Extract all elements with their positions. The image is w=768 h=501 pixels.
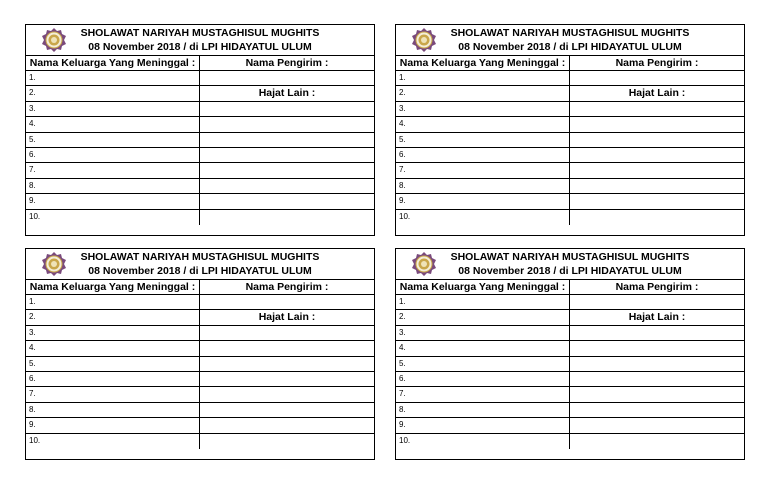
sender-field[interactable]	[200, 434, 374, 449]
sender-field[interactable]	[200, 357, 374, 371]
entry-row	[396, 133, 744, 148]
event-title: SHOLAWAT NARIYAH MUSTAGHISUL MUGHITS	[450, 27, 690, 39]
row-number[interactable]: 8.	[26, 179, 200, 193]
entry-row	[26, 403, 374, 418]
other-intention-label[interactable]: Hajat Lain :	[628, 311, 686, 324]
sender-field[interactable]	[200, 387, 374, 401]
row-number[interactable]: 1.	[26, 71, 200, 85]
sender-field[interactable]	[570, 210, 744, 225]
entry-row	[396, 387, 744, 402]
row-number[interactable]: 10.	[396, 210, 570, 225]
sender-field[interactable]	[570, 148, 744, 162]
entry-row	[396, 148, 744, 163]
sender-field[interactable]	[200, 403, 374, 417]
sender-field[interactable]	[570, 418, 744, 432]
card-header	[396, 249, 744, 280]
sender-field[interactable]	[570, 326, 744, 340]
deceased-family-header: Nama Keluarga Yang Meninggal :	[26, 280, 200, 294]
row-number[interactable]: 10.	[396, 434, 570, 449]
sender-field[interactable]	[200, 117, 374, 131]
sender-field[interactable]	[570, 117, 744, 131]
entry-row	[396, 357, 744, 372]
entry-row	[26, 326, 374, 341]
entry-row	[26, 194, 374, 209]
row-number[interactable]: 4.	[26, 117, 200, 131]
sender-field[interactable]	[570, 194, 744, 208]
row-number[interactable]: 6.	[26, 372, 200, 386]
entry-row	[396, 434, 744, 449]
form-card-top-left	[25, 24, 375, 236]
sender-field[interactable]	[200, 295, 374, 309]
row-number[interactable]: 3.	[396, 102, 570, 116]
entry-row	[26, 163, 374, 178]
column-headers	[396, 56, 744, 71]
sender-field[interactable]	[200, 102, 374, 116]
deceased-family-header: Nama Keluarga Yang Meninggal :	[396, 56, 570, 70]
sender-field[interactable]	[200, 341, 374, 355]
row-number[interactable]: 6.	[26, 148, 200, 162]
entry-row	[26, 86, 374, 101]
row-number[interactable]: 5.	[26, 133, 200, 147]
row-number[interactable]: 2.	[396, 86, 570, 100]
entry-row	[26, 102, 374, 117]
row-number[interactable]: 7.	[396, 387, 570, 401]
entry-row	[26, 310, 374, 325]
row-number[interactable]: 7.	[26, 163, 200, 177]
row-number[interactable]: 2.	[26, 310, 200, 324]
entry-rows	[26, 295, 374, 449]
row-number[interactable]: 9.	[26, 418, 200, 432]
other-intention-label[interactable]: Hajat Lain :	[258, 87, 316, 100]
sender-field[interactable]	[570, 163, 744, 177]
other-intention-label[interactable]: Hajat Lain :	[258, 311, 316, 324]
entry-row	[396, 163, 744, 178]
sender-field[interactable]	[200, 133, 374, 147]
entry-row	[26, 434, 374, 449]
row-number[interactable]: 4.	[396, 117, 570, 131]
sender-field[interactable]	[200, 210, 374, 225]
entry-row	[396, 210, 744, 225]
entry-row	[26, 387, 374, 402]
sender-field[interactable]	[570, 295, 744, 309]
entry-row	[396, 295, 744, 310]
entry-row	[396, 194, 744, 209]
sender-name-header: Nama Pengirim :	[245, 281, 329, 293]
entry-row	[396, 403, 744, 418]
entry-row	[396, 341, 744, 356]
row-number[interactable]: 2.	[26, 86, 200, 100]
row-number[interactable]: 6.	[396, 148, 570, 162]
sender-name-header: Nama Pengirim :	[615, 57, 699, 69]
sender-field[interactable]	[570, 387, 744, 401]
entry-row	[26, 357, 374, 372]
card-header	[26, 249, 374, 280]
entry-row	[396, 418, 744, 433]
other-intention-label[interactable]: Hajat Lain :	[628, 87, 686, 100]
entry-rows	[396, 295, 744, 449]
row-number[interactable]: 8.	[396, 179, 570, 193]
row-number[interactable]: 9.	[396, 418, 570, 432]
sender-field[interactable]	[200, 163, 374, 177]
entry-row	[26, 179, 374, 194]
sender-name-header: Nama Pengirim :	[245, 57, 329, 69]
entry-row	[396, 102, 744, 117]
entry-row	[26, 148, 374, 163]
entry-row	[396, 310, 744, 325]
entry-row	[26, 117, 374, 132]
entry-row	[396, 86, 744, 101]
entry-row	[396, 71, 744, 86]
sender-field[interactable]	[200, 148, 374, 162]
row-number[interactable]: 2.	[396, 310, 570, 324]
sender-field[interactable]	[570, 133, 744, 147]
row-number[interactable]: 10.	[26, 210, 200, 225]
row-number[interactable]: 9.	[26, 194, 200, 208]
column-headers	[26, 280, 374, 295]
entry-row	[396, 179, 744, 194]
row-number[interactable]: 3.	[26, 102, 200, 116]
row-number[interactable]: 3.	[396, 326, 570, 340]
column-headers	[396, 280, 744, 295]
row-number[interactable]: 1.	[26, 295, 200, 309]
event-date-location: 08 November 2018 / di LPI HIDAYATUL ULUM	[458, 41, 682, 53]
sender-field[interactable]	[200, 326, 374, 340]
event-title: SHOLAWAT NARIYAH MUSTAGHISUL MUGHITS	[450, 251, 690, 263]
event-date-location: 08 November 2018 / di LPI HIDAYATUL ULUM	[88, 41, 312, 53]
row-number[interactable]: 4.	[396, 341, 570, 355]
sender-field[interactable]	[200, 372, 374, 386]
row-number[interactable]: 1.	[396, 295, 570, 309]
sender-field[interactable]	[570, 357, 744, 371]
card-header	[26, 25, 374, 56]
sender-field[interactable]	[200, 418, 374, 432]
event-date-location: 08 November 2018 / di LPI HIDAYATUL ULUM	[458, 265, 682, 277]
entry-row	[26, 71, 374, 86]
row-number[interactable]: 10.	[26, 434, 200, 449]
sender-field[interactable]	[570, 434, 744, 449]
row-number[interactable]: 5.	[396, 357, 570, 371]
sender-field[interactable]	[570, 71, 744, 85]
row-number[interactable]: 3.	[26, 326, 200, 340]
sender-field[interactable]	[570, 179, 744, 193]
row-number[interactable]: 7.	[26, 387, 200, 401]
deceased-family-header: Nama Keluarga Yang Meninggal :	[396, 280, 570, 294]
entry-rows	[396, 71, 744, 225]
sender-field[interactable]	[570, 372, 744, 386]
row-number[interactable]: 8.	[396, 403, 570, 417]
entry-row	[26, 133, 374, 148]
form-card-top-right	[395, 24, 745, 236]
sender-field[interactable]	[200, 71, 374, 85]
sender-name-header: Nama Pengirim :	[615, 281, 699, 293]
row-number[interactable]: 9.	[396, 194, 570, 208]
event-title: SHOLAWAT NARIYAH MUSTAGHISUL MUGHITS	[80, 27, 320, 39]
form-card-bottom-right	[395, 248, 745, 460]
entry-row	[396, 372, 744, 387]
column-headers	[26, 56, 374, 71]
event-date-location: 08 November 2018 / di LPI HIDAYATUL ULUM	[88, 265, 312, 277]
row-number[interactable]: 8.	[26, 403, 200, 417]
form-card-bottom-left	[25, 248, 375, 460]
deceased-family-header: Nama Keluarga Yang Meninggal :	[26, 56, 200, 70]
row-number[interactable]: 6.	[396, 372, 570, 386]
sender-field[interactable]	[570, 102, 744, 116]
row-number[interactable]: 5.	[396, 133, 570, 147]
entry-row	[26, 418, 374, 433]
sender-field[interactable]	[570, 341, 744, 355]
row-number[interactable]: 1.	[396, 71, 570, 85]
entry-row	[26, 210, 374, 225]
entry-row	[396, 326, 744, 341]
row-number[interactable]: 4.	[26, 341, 200, 355]
sender-field[interactable]	[200, 179, 374, 193]
card-header	[396, 25, 744, 56]
row-number[interactable]: 7.	[396, 163, 570, 177]
event-title: SHOLAWAT NARIYAH MUSTAGHISUL MUGHITS	[80, 251, 320, 263]
entry-rows	[26, 71, 374, 225]
entry-row	[26, 295, 374, 310]
entry-row	[26, 341, 374, 356]
sender-field[interactable]	[570, 403, 744, 417]
entry-row	[26, 372, 374, 387]
entry-row	[396, 117, 744, 132]
sender-field[interactable]	[200, 194, 374, 208]
row-number[interactable]: 5.	[26, 357, 200, 371]
